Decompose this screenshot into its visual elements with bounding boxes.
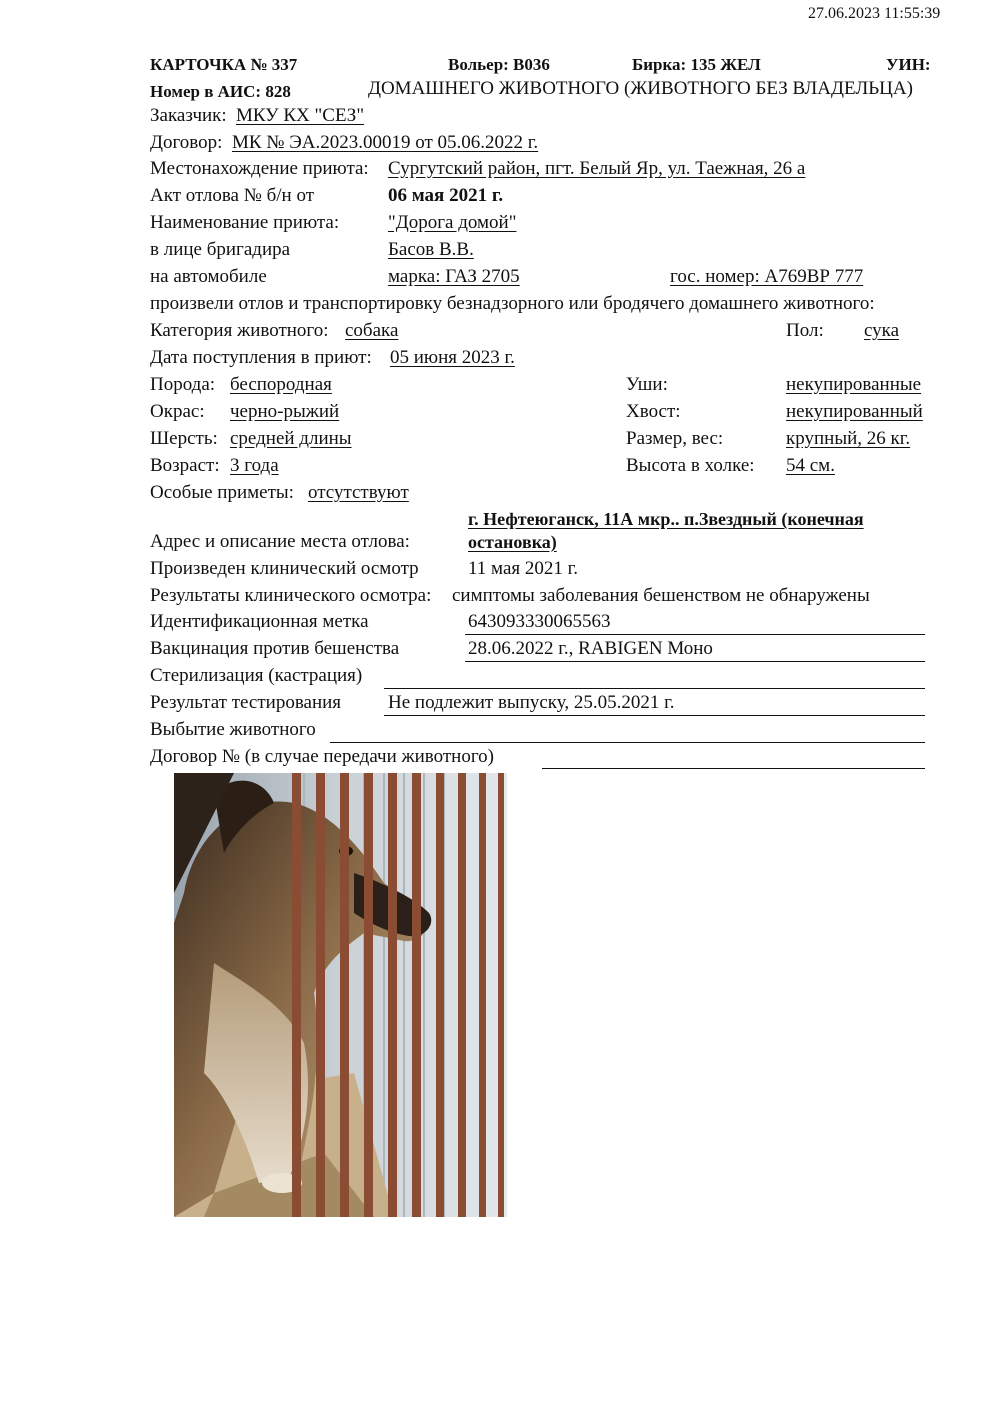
sterilization-label: Стерилизация (кастрация): [150, 665, 363, 686]
test-result-value: Не подлежит выпуску, 25.05.2021 г.: [388, 692, 675, 713]
customer-label: Заказчик:: [150, 105, 227, 126]
id-tag-label: Идентификационная метка: [150, 611, 369, 632]
exam-label: Произведен клинический осмотр: [150, 558, 419, 579]
capture-address-line2: остановка): [468, 532, 557, 552]
vaccination-rule: [465, 661, 925, 662]
marks-value: отсутствуют: [308, 482, 409, 503]
age-value: 3 года: [230, 455, 279, 476]
contract-label: Договор:: [150, 132, 223, 153]
exam-date: 11 мая 2021 г.: [468, 558, 579, 579]
card-title: ДОМАШНЕГО ЖИВОТНОГО (ЖИВОТНОГО БЕЗ ВЛАДЕЛЬЦА): [368, 78, 913, 99]
transfer-contract-label: Договор № (в случае передачи животного): [150, 746, 494, 767]
coat-value: средней длины: [230, 428, 352, 449]
sex-label: Пол:: [786, 320, 824, 341]
ais-number: Номер в АИС: 828: [150, 82, 291, 101]
foreman-value: Басов В.В.: [388, 239, 474, 260]
shelter-location-value: Сургутский район, пгт. Белый Яр, ул. Таежная, 26 а: [388, 158, 806, 179]
id-tag-rule: [465, 634, 925, 635]
exam-results-value: симптомы заболевания бешенством не обнаружены: [452, 585, 870, 606]
test-result-rule: [384, 715, 925, 716]
animal-photo: [174, 773, 507, 1217]
customer-value: МКУ КХ "СЕЗ": [236, 105, 365, 126]
height-label: Высота в холке:: [626, 455, 755, 476]
color-label: Окрас:: [150, 401, 205, 422]
vehicle-label: на автомобиле: [150, 266, 267, 287]
sex-value: сука: [864, 320, 900, 341]
breed-label: Порода:: [150, 374, 216, 395]
tag-number: Бирка: 135 ЖЕЛ: [632, 55, 761, 74]
departure-label: Выбытие животного: [150, 719, 316, 740]
vaccination-label: Вакцинация против бешенства: [150, 638, 400, 659]
contract-value: МК № ЭА.2023.00019 от 05.06.2022 г.: [232, 132, 539, 153]
arrival-label: Дата поступления в приют:: [150, 347, 372, 368]
departure-rule: [330, 742, 925, 743]
capture-statement: произвели отлов и транспортировку безнадзорного или бродячего домашнего животного:: [150, 293, 875, 314]
ears-value: некупированные: [786, 374, 922, 395]
id-tag-value: 643093330065563: [468, 611, 611, 632]
vehicle-brand: марка: ГАЗ 2705: [388, 266, 520, 287]
sterilization-rule: [384, 688, 925, 689]
shelter-location-label: Местонахождение приюта:: [150, 158, 369, 179]
enclosure-number: Вольер: В036: [448, 55, 550, 74]
uin-label: УИН:: [886, 55, 931, 74]
height-value: 54 см.: [786, 455, 835, 476]
tail-value: некупированный: [786, 401, 923, 422]
category-value: собака: [345, 320, 399, 341]
vehicle-plate: гос. номер: А769ВР 777: [670, 266, 864, 287]
foreman-label: в лице бригадира: [150, 239, 291, 260]
test-result-label: Результат тестирования: [150, 692, 342, 713]
capture-act-label: Акт отлова № б/н от: [150, 185, 315, 206]
arrival-value: 05 июня 2023 г.: [390, 347, 515, 368]
category-label: Категория животного:: [150, 320, 329, 341]
age-label: Возраст:: [150, 455, 220, 476]
breed-value: беспородная: [230, 374, 332, 395]
exam-results-label: Результаты клинического осмотра:: [150, 585, 432, 606]
capture-address-label: Адрес и описание места отлова:: [150, 531, 410, 552]
tail-label: Хвост:: [626, 401, 681, 422]
transfer-contract-rule: [542, 768, 925, 769]
color-value: черно-рыжий: [230, 401, 340, 422]
ears-label: Уши:: [626, 374, 668, 395]
size-value: крупный, 26 кг.: [786, 428, 911, 449]
size-label: Размер, вес:: [626, 428, 724, 449]
capture-act-date: 06 мая 2021 г.: [388, 185, 504, 206]
coat-label: Шерсть:: [150, 428, 218, 449]
vaccination-value: 28.06.2022 г., RABIGEN Моно: [468, 638, 713, 659]
marks-label: Особые приметы:: [150, 482, 294, 503]
capture-address-line1: г. Нефтеюганск, 11А мкр.. п.Звездный (конечная: [468, 509, 864, 529]
print-timestamp: 27.06.2023 11:55:39: [808, 5, 941, 22]
shelter-name-value: "Дорога домой": [388, 212, 517, 233]
shelter-name-label: Наименование приюта:: [150, 212, 340, 233]
card-number: КАРТОЧКА № 337: [150, 55, 298, 74]
